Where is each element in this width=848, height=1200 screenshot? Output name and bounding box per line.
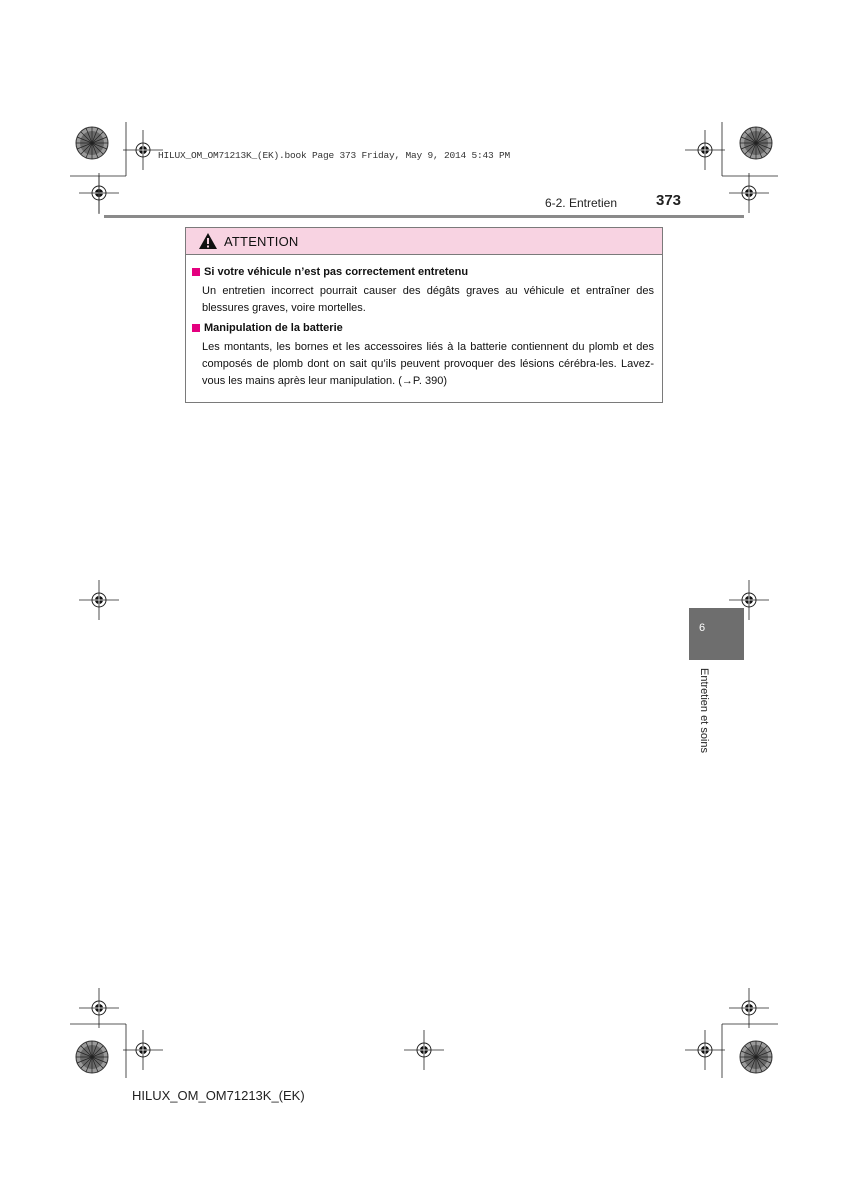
- attention-box: [185, 227, 663, 403]
- chapter-tab-number: 6: [699, 622, 706, 634]
- item-body-entretien: Un entretien incorrect pourrait causer des dégâts graves au véhicule et entraîner des blessures graves, voire mortelles.: [202, 285, 654, 314]
- chapter-tab-label: Entretien et soins: [698, 668, 710, 753]
- page-number: 373: [656, 192, 682, 209]
- bullet-square-icon: [192, 324, 200, 332]
- attention-title: ATTENTION: [224, 233, 299, 249]
- footer-code: HILUX_OM_OM71213K_(EK): [132, 1088, 305, 1103]
- header-rule: [104, 215, 744, 218]
- attention-header: [186, 228, 662, 255]
- print-slug: HILUX_OM_OM71213K_(EK).book Page 373 Friday, May 9, 2014 5:43 PM: [158, 150, 511, 161]
- item-title-entretien: Si votre véhicule n’est pas correctement entretenu: [192, 266, 468, 278]
- chapter-tab: [689, 608, 744, 660]
- item-title-batterie: Manipulation de la batterie: [192, 322, 343, 334]
- section-label: 6-2. Entretien: [544, 196, 617, 210]
- warning-triangle-icon: [198, 232, 218, 250]
- bullet-square-icon: [192, 268, 200, 276]
- item-body-batterie: Les montants, les bornes et les accessoires liés à la batterie contiennent du plomb et des composés de plomb dont on sait qu’ils peuvent provoquer des lésions cérébra-les. Lavez-vous les mains après leur manipulation. (→P. 390): [202, 341, 654, 387]
